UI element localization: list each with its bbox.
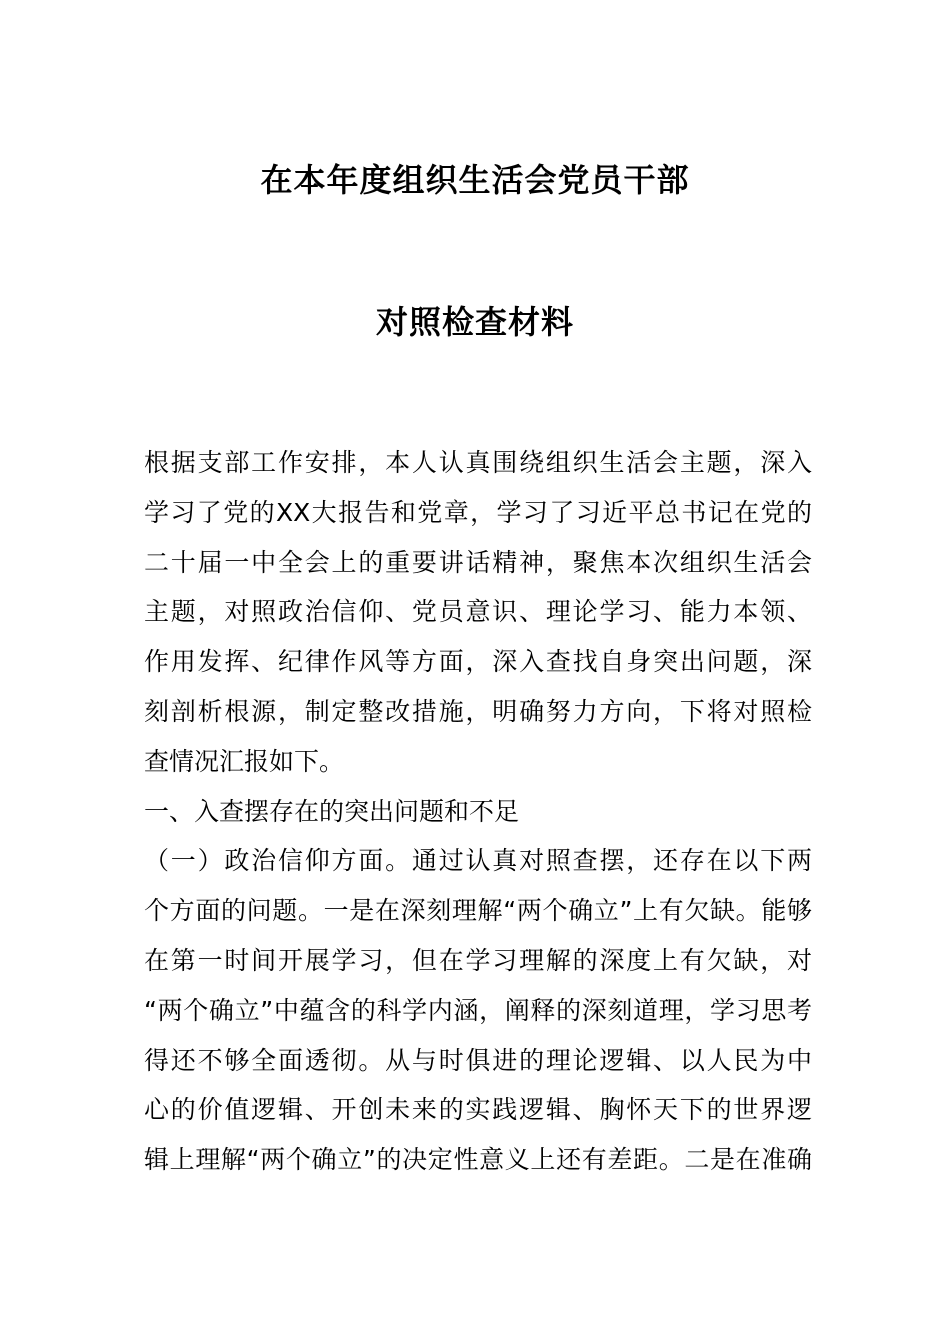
body-line: 得还不够全面透彻。从与时俱进的理论逻辑、以人民为中 <box>144 1045 812 1075</box>
document-title-line-2: 对照检查材料 <box>375 303 574 341</box>
body-line: 在第一时间开展学习，但在学习理解的深度上有欠缺，对 <box>144 945 812 975</box>
body-line: 学习了党的XX大报告和党章，学习了习近平总书记在党的 <box>144 497 812 527</box>
document-body <box>144 438 812 1185</box>
body-line: 二十届一中全会上的重要讲话精神，聚焦本次组织生活会 <box>144 547 812 577</box>
body-line: 主题，对照政治信仰、党员意识、理论学习、能力本领、 <box>144 597 812 627</box>
body-line: （一）政治信仰方面。通过认真对照查摆，还存在以下两 <box>144 846 812 876</box>
section-heading: 一、入查摆存在的突出问题和不足 <box>144 796 520 826</box>
document-title-line-1: 在本年度组织生活会党员干部 <box>260 161 690 199</box>
body-line: 根据支部工作安排，本人认真围绕组织生活会主题，深入 <box>144 448 812 477</box>
body-line: 辑上理解“两个确立”的决定性意义上还有差距。二是在准确 <box>144 1145 812 1175</box>
body-line: 刻剖析根源，制定整改措施，明确努力方向，下将对照检 <box>144 696 812 726</box>
body-line: 心的价值逻辑、开创未来的实践逻辑、胸怀天下的世界逻 <box>144 1095 812 1125</box>
body-line: “两个确立”中蕴含的科学内涵，阐释的深刻道理，学习思考 <box>144 995 812 1025</box>
body-line: 个方面的问题。一是在深刻理解“两个确立”上有欠缺。能够 <box>144 896 812 926</box>
body-line: 作用发挥、纪律作风等方面，深入查找自身突出问题，深 <box>144 647 812 677</box>
body-line: 查情况汇报如下。 <box>144 746 345 776</box>
